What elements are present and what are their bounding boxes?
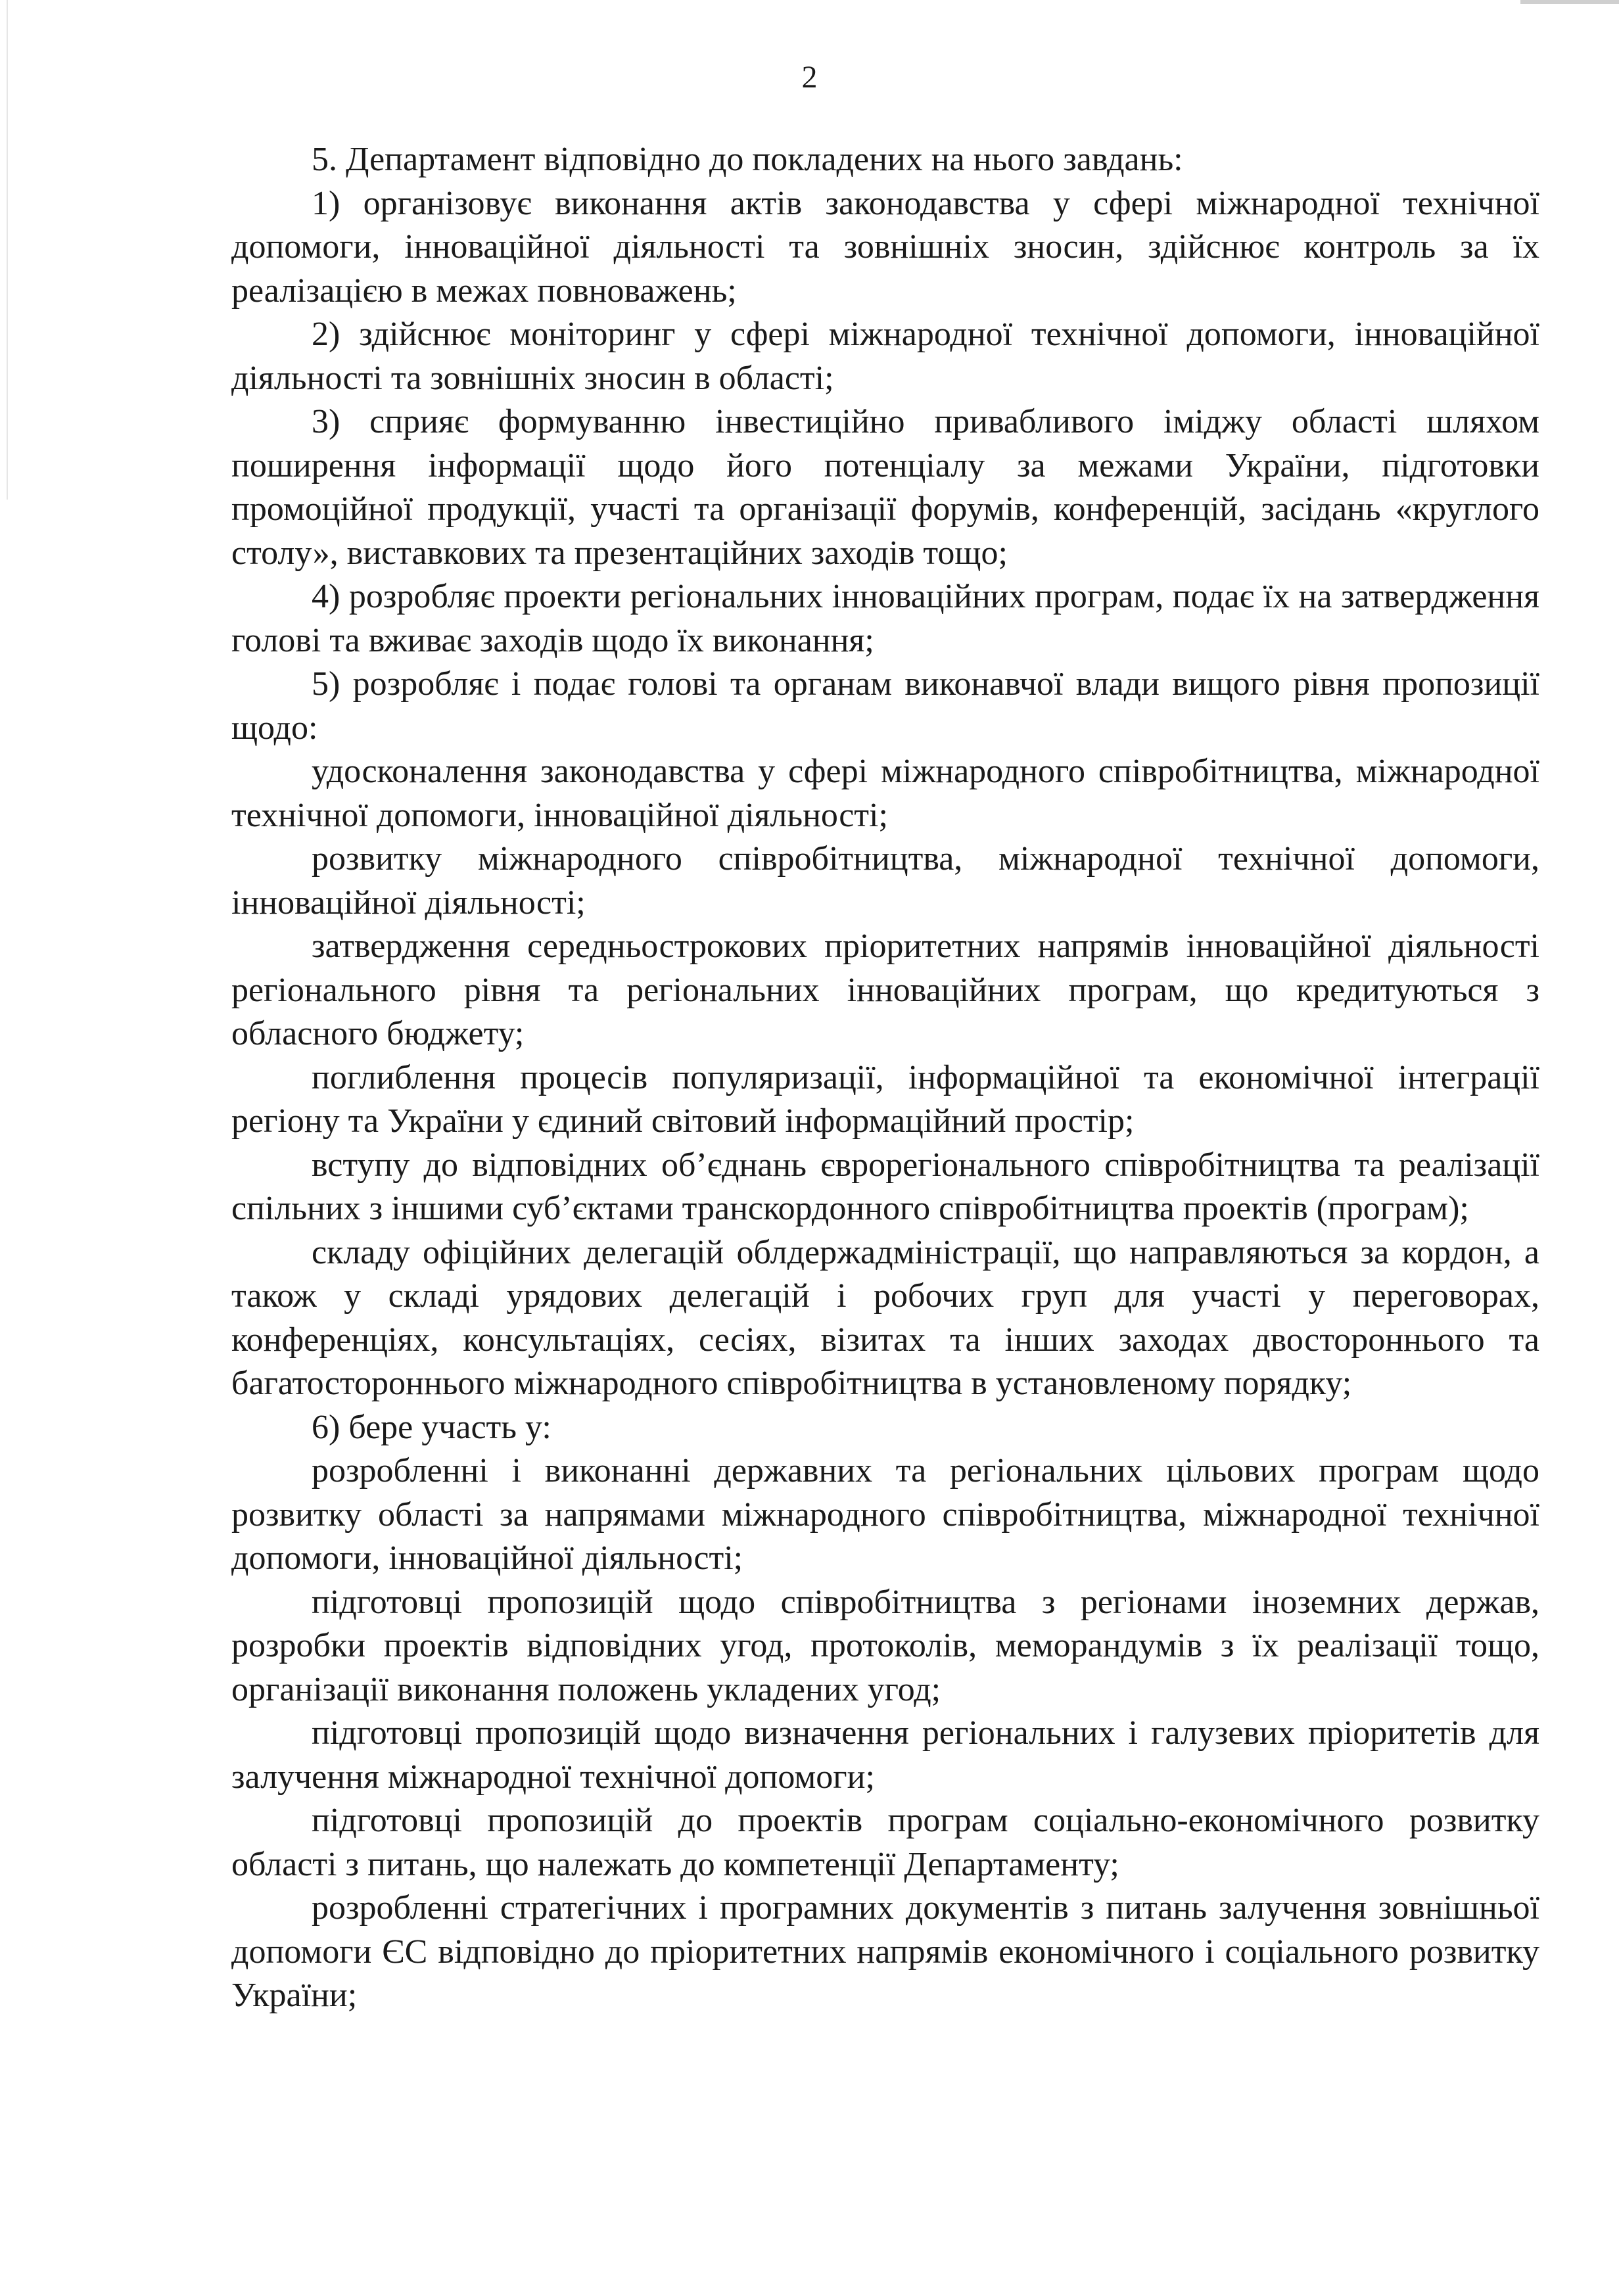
document-body — [231, 138, 1539, 2018]
paragraph: удосконалення законодавства у сфері міжнародного співробітництва, міжнародної технічної допомоги, інноваційної діяльності; — [231, 753, 1539, 834]
paragraph: 1) організовує виконання актів законодавства у сфері міжнародної технічної допомоги, інноваційної діяльності та зовнішніх зносин, здійснює контроль за їх реалізацією в межах повноважень; — [231, 184, 1539, 310]
paragraph: складу офіційних делегацій облдержадміністрації, що направляються за кордон, а також у складі урядових делегацій і робочих груп для участі у переговорах, конференціях, консультаціях, сесіях, візитах та інших заходах двостороннього та багатостороннього міжнародного співробітництва в установленому порядку; — [231, 1233, 1539, 1402]
paragraph: підготовці пропозицій щодо співробітництва з регіонами іноземних держав, розробки проектів відповідних угод, протоколів, меморандумів з їх реалізації тощо, організації виконання положень укладених угод; — [231, 1583, 1539, 1708]
paragraph: підготовці пропозицій до проектів програм соціально-економічного розвитку області з питань, що належать до компетенції Департаменту; — [231, 1802, 1539, 1883]
paragraph: 2) здійснює моніторинг у сфері міжнародної технічної допомоги, інноваційної діяльності та зовнішніх зносин в області; — [231, 316, 1539, 397]
paragraph: 5) розробляє і подає голові та органам виконавчої влади вищого рівня пропозиції щодо: — [231, 665, 1539, 747]
paragraph: 3) сприяє формуванню інвестиційно привабливого іміджу області шляхом поширення інформації щодо його потенціалу за межами України, підготовки промоційної продукції, участі та організації форумів, конференцій, засідань «круглого столу», виставкових та презентаційних заходів тощо; — [231, 403, 1539, 572]
scan-edge-mark — [1520, 0, 1619, 4]
paragraph: поглиблення процесів популяризації, інформаційної та економічної інтеграції регіону та України у єдиний світовий інформаційний простір; — [231, 1058, 1539, 1140]
paragraph: 4) розробляє проекти регіональних інноваційних програм, подає їх на затвердження голові та вживає заходів щодо їх виконання; — [231, 578, 1539, 659]
paragraph: 5. Департамент відповідно до покладених на нього завдань: — [312, 141, 1183, 178]
paragraph: розробленні і виконанні державних та регіональних цільових програм щодо розвитку області за напрямами міжнародного співробітництва, міжнародної технічної допомоги, інноваційної діяльності; — [231, 1452, 1539, 1577]
paragraph: затвердження середньострокових пріоритетних напрямів інноваційної діяльності регіонального рівня та регіональних інноваційних програм, що кредитуються з обласного бюджету; — [231, 927, 1539, 1052]
page-number: 2 — [801, 60, 818, 95]
paragraph: розробленні стратегічних і програмних документів з питань залучення зовнішньої допомоги ЄС відповідно до пріоритетних напрямів економічного і соціального розвитку України; — [231, 1889, 1539, 2014]
paragraph: вступу до відповідних об’єднань єврорегіонального співробітництва та реалізації спільних з іншими суб’єктами транскордонного співробітництва проектів (програм); — [231, 1146, 1539, 1227]
paragraph: розвитку міжнародного співробітництва, міжнародної технічної допомоги, інноваційної діяльності; — [231, 840, 1539, 922]
paragraph: підготовці пропозицій щодо визначення регіональних і галузевих пріоритетів для залучення міжнародної технічної допомоги; — [231, 1714, 1539, 1796]
paragraph: 6) бере участь у: — [312, 1408, 551, 1446]
